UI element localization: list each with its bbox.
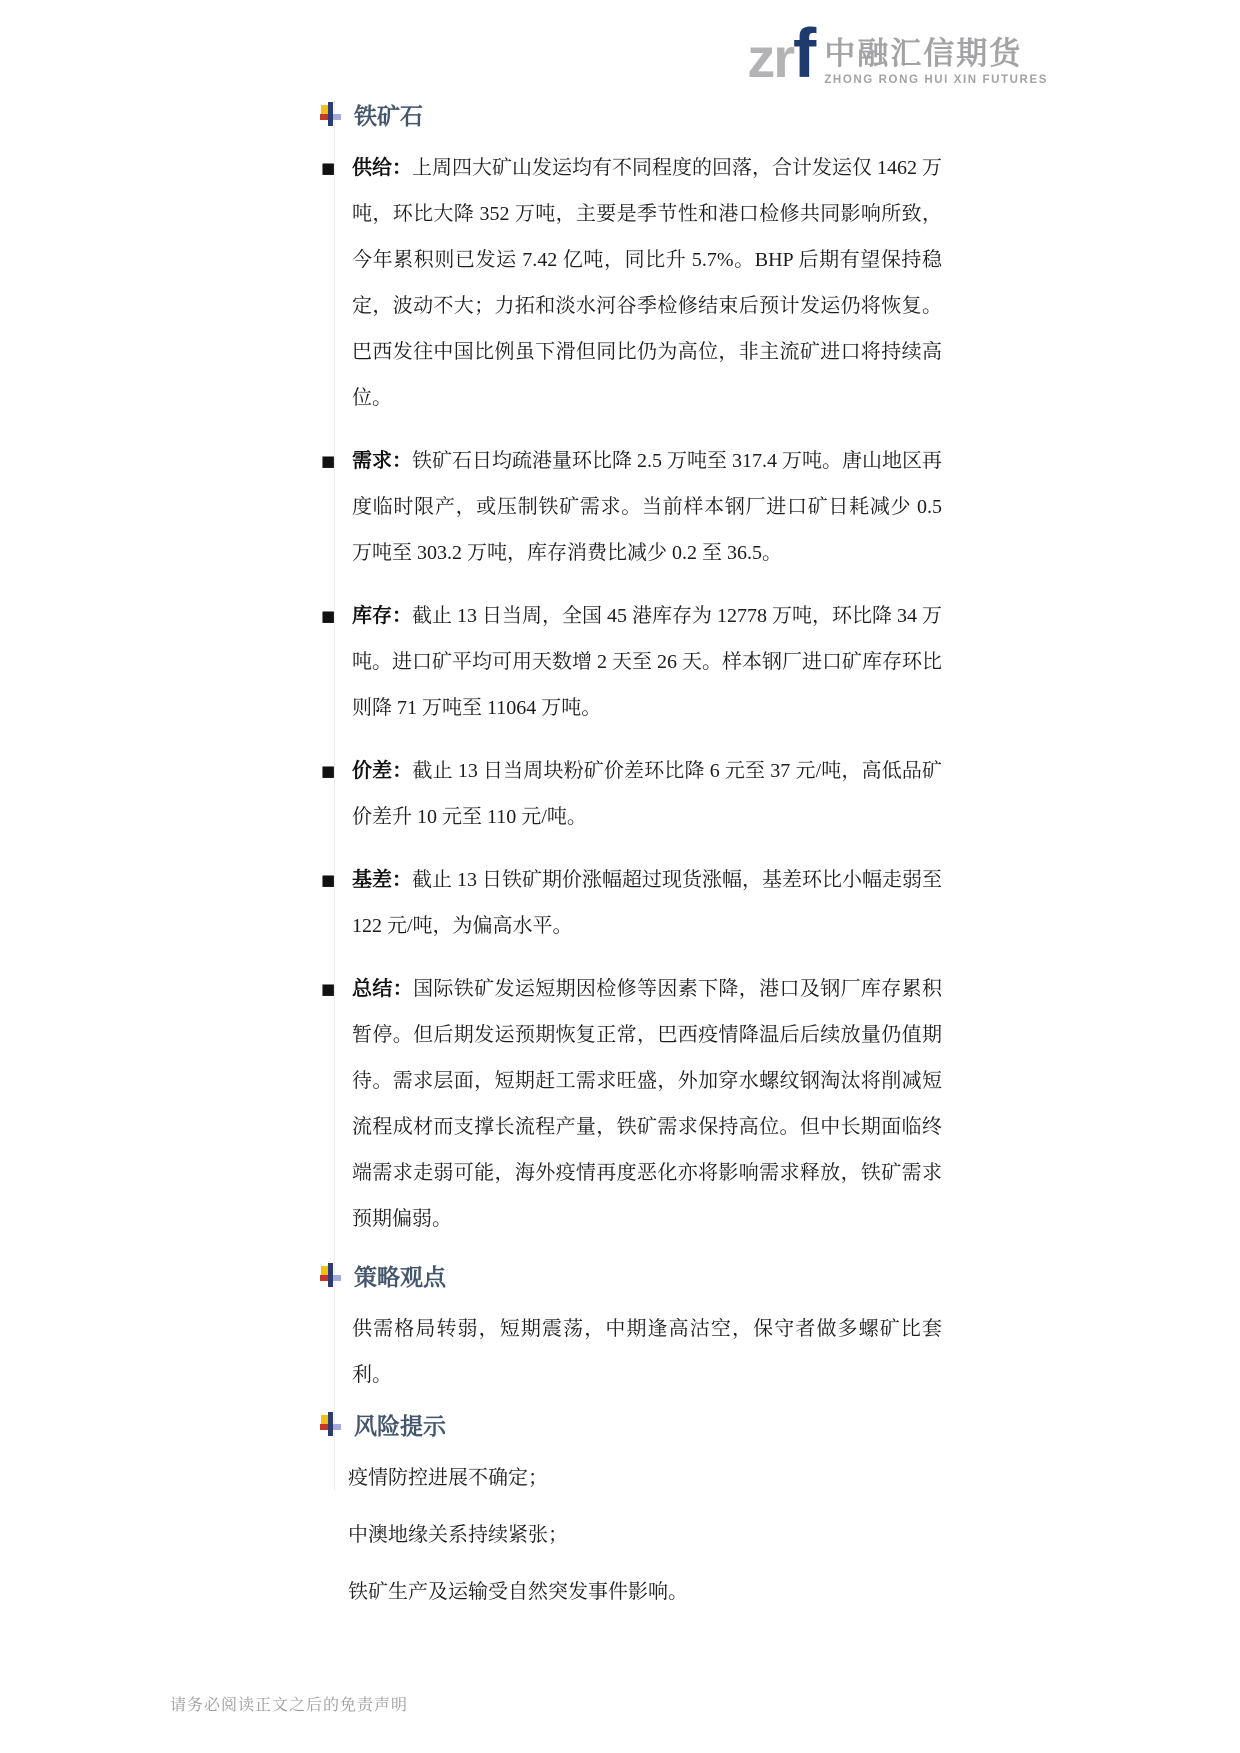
section-iron-ore <box>320 98 942 1242</box>
square-bullet-icon: ■ <box>321 871 336 889</box>
item-label: 需求： <box>352 450 412 472</box>
section-marker-icon <box>320 102 341 128</box>
item-label: 总结： <box>352 978 414 1000</box>
section-title: 铁矿石 <box>354 103 423 129</box>
item-label: 库存： <box>352 605 412 627</box>
item-text: 截止 13 日铁矿期价涨幅超过现货涨幅，基差环比小幅走弱至 122 元/吨，为偏高水平。 <box>352 869 942 937</box>
item-label: 基差： <box>352 869 412 891</box>
item-text: 上周四大矿山发运均有不同程度的回落，合计发运仅 1462 万吨，环比大降 352 万吨，主要是季节性和港口检修共同影响所致，今年累积则已发运 7.42 亿吨，同比升 5.7%。BHP 后期有望保持稳定，波动不大；力拓和淡水河谷季检修结束后预计发运仍将恢复。巴西发往中国比例虽下滑但同比仍为高位，非主流矿进口将持续高位。 <box>352 157 942 409</box>
square-bullet-icon: ■ <box>321 762 336 780</box>
square-bullet-icon: ■ <box>321 452 336 470</box>
square-bullet-icon: ■ <box>321 607 336 625</box>
list-item-demand <box>320 438 942 576</box>
section-strategy <box>320 1259 942 1398</box>
section-title: 策略观点 <box>354 1264 446 1290</box>
risk-item: 疫情防控进展不确定； <box>348 1467 548 1489</box>
section-heading-risks <box>320 1408 942 1441</box>
list-item-supply <box>320 145 942 421</box>
list-item-price-spread <box>320 748 942 840</box>
risk-item: 铁矿生产及运输受自然突发事件影响。 <box>348 1581 688 1603</box>
item-label: 价差： <box>352 760 413 782</box>
list-item-basis <box>320 857 942 949</box>
item-text: 铁矿石日均疏港量环比降 2.5 万吨至 317.4 万吨。唐山地区再度临时限产，或压制铁矿需求。当前样本钢厂进口矿日耗减少 0.5 万吨至 303.2 万吨，库存消费比减少 0.2 至 36.5。 <box>352 450 942 564</box>
square-bullet-icon: ■ <box>321 159 336 177</box>
section-marker-icon <box>320 1263 341 1289</box>
logo-zrf-mark <box>747 14 815 92</box>
square-bullet-icon: ■ <box>321 980 336 998</box>
risk-item: 中澳地缘关系持续紧张； <box>348 1524 568 1546</box>
item-text: 国际铁矿发运短期因检修等因素下降，港口及钢厂库存累积暂停。但后期发运预期恢复正常，巴西疫情降温后后续放量仍值期待。需求层面，短期赶工需求旺盛，外加穿水螺纹钢淘汰将削减短流程成材而支撑长流程产量，铁矿需求保持高位。但中长期面临终端需求走弱可能，海外疫情再度恶化亦将影响需求释放，铁矿需求预期偏弱。 <box>352 978 943 1230</box>
list-item-summary <box>320 966 942 1242</box>
logo-f-letter: f <box>793 14 815 92</box>
section-heading-iron-ore <box>320 98 942 131</box>
report-content <box>320 98 942 1626</box>
item-text: 截止 13 日当周块粉矿价差环比降 6 元至 37 元/吨，高低品矿价差升 10 元至 110 元/吨。 <box>352 760 943 828</box>
logo-names <box>824 36 1048 88</box>
logo-zr-letters: zr <box>747 26 793 89</box>
iron-ore-item-list <box>320 145 942 1242</box>
company-name-cn: 中融汇信期货 <box>824 36 1023 72</box>
company-logo <box>747 14 1048 92</box>
section-title: 风险提示 <box>354 1413 446 1439</box>
company-name-en: ZHONG RONG HUI XIN FUTURES <box>824 74 1048 86</box>
footer-disclaimer: 请务必阅读正文之后的免责声明 <box>170 1697 409 1714</box>
list-item-inventory <box>320 593 942 731</box>
item-label: 供给： <box>352 157 412 179</box>
item-text: 截止 13 日当周，全国 45 港库存为 12778 万吨，环比降 34 万吨。进口矿平均可用天数增 2 天至 26 天。样本钢厂进口矿库存环比则降 71 万吨至 11064 万吨。 <box>352 605 942 719</box>
section-marker-icon <box>320 1412 341 1438</box>
section-risks <box>320 1408 942 1615</box>
section-heading-strategy <box>320 1259 942 1292</box>
strategy-text: 供需格局转弱，短期震荡，中期逢高沽空，保守者做多螺矿比套利。 <box>352 1318 942 1386</box>
